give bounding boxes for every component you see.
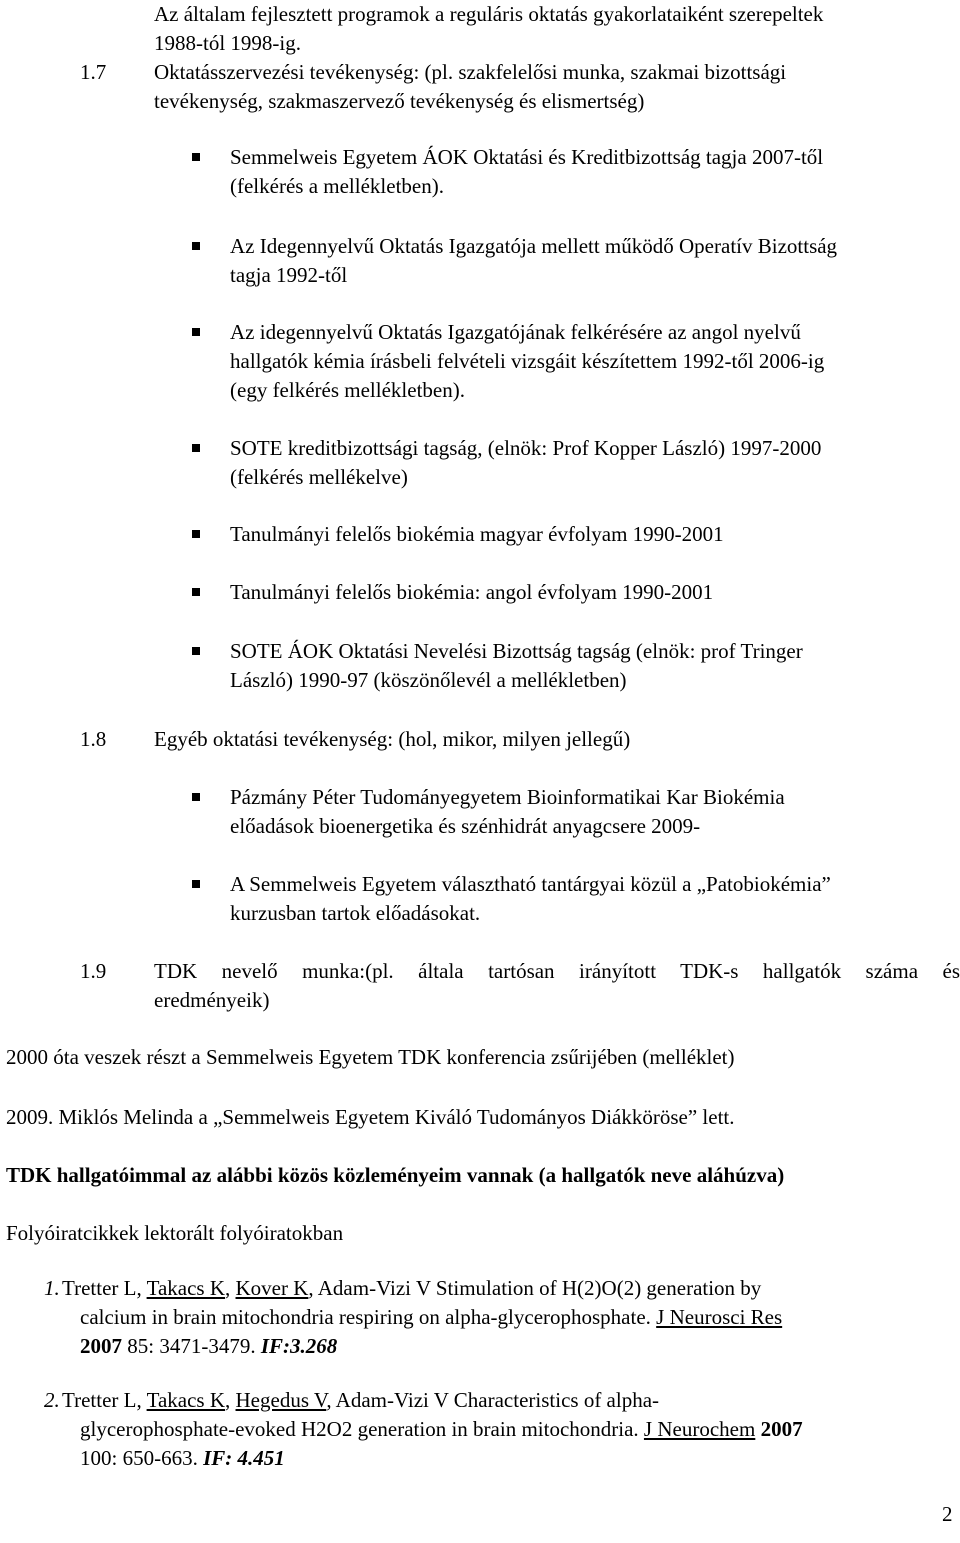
bullet-square-icon (192, 880, 200, 888)
bullet-square-icon (192, 647, 200, 655)
bullet-square-icon (192, 588, 200, 596)
list-item-line: Pázmány Péter Tudományegyetem Bioinformatikai Kar Biokémia (230, 785, 785, 809)
list-item-line: Az idegennyelvű Oktatás Igazgatójának felkérésére az angol nyelvű (230, 320, 801, 344)
reference-1-line-2 (80, 1303, 782, 1332)
section-1-7-line-1: Oktatásszervezési tevékenység: (pl. szakfelelősi munka, szakmai bizottsági (154, 60, 787, 84)
list-item-line: László) 1990-97 (köszönőlevél a mellékletben) (230, 668, 627, 692)
reference-1-title-start: , Adam-Vizi V Stimulation of H(2)O(2) generation by (308, 1276, 762, 1300)
bullet-square-icon (192, 153, 200, 161)
list-item-line: Tanulmányi felelős biokémia magyar évfolyam 1990-2001 (230, 522, 724, 546)
list-item-line: Tanulmányi felelős biokémia: angol évfolyam 1990-2001 (230, 580, 714, 604)
list-item-line: (felkérés mellékelve) (230, 465, 408, 489)
list-item-line: A Semmelweis Egyetem választható tantárgyai közül a „Patobiokémia” (230, 872, 831, 896)
publications-heading: TDK hallgatóimmal az alábbi közös közleményeim vannak (a hallgatók neve aláhúzva) (6, 1163, 785, 1187)
reference-2-author-3: Hegedus V (235, 1388, 327, 1412)
list-item-line: előadások bioenergetika és szénhidrát anyagcsere 2009- (230, 814, 701, 838)
reference-2-author-1: Tretter L, (62, 1388, 147, 1412)
list-item-line: kurzusban tartok előadásokat. (230, 901, 481, 925)
list-item-line: (felkérés a mellékletben). (230, 174, 444, 198)
section-1-7-heading (154, 58, 786, 116)
reference-2-sep: , (225, 1388, 236, 1412)
intro-paragraph (154, 0, 823, 58)
reference-2-number: 2. (44, 1388, 60, 1412)
reference-1-sep: , (225, 1276, 236, 1300)
section-1-8-number: 1.8 (80, 727, 107, 751)
reference-1-author-3: Kover K (235, 1276, 309, 1300)
reference-2-journal: J Neurochem (643, 1417, 756, 1441)
intro-line-2: 1988-tól 1998-ig. (154, 31, 301, 55)
reference-1-line-3 (80, 1332, 337, 1361)
section-1-9-line-2: eredményeik) (154, 988, 270, 1012)
reference-1-author-1: Tretter L, (62, 1276, 147, 1300)
bullet-square-icon (192, 328, 200, 336)
list-item-line: hallgatók kémia írásbeli felvételi vizsgáit készítettem 1992-től 2006-ig (230, 349, 825, 373)
bullet-square-icon (192, 242, 200, 250)
reference-2-impact-factor: IF: 4.451 (203, 1446, 285, 1470)
section-1-7-number: 1.7 (80, 60, 107, 84)
bullet-square-icon (192, 444, 200, 452)
reference-2-line-1 (62, 1386, 659, 1415)
reference-2-line-3 (80, 1444, 285, 1473)
list-item (230, 783, 785, 841)
section-1-9-heading (154, 957, 960, 1015)
list-item (230, 520, 724, 549)
section-1-9-number: 1.9 (80, 959, 107, 983)
student-award-paragraph: 2009. Miklós Melinda a „Semmelweis Egyetem Kiváló Tudományos Diákköröse” lett. (6, 1105, 735, 1129)
reference-2-year: 2007 (760, 1417, 803, 1441)
reference-2-author-2: Takacs K (146, 1388, 226, 1412)
reference-2-title-start: , Adam-Vizi V Characteristics of alpha- (326, 1388, 660, 1412)
list-item-line: SOTE kreditbizottsági tagság, (elnök: Prof Kopper László) 1997-2000 (230, 436, 822, 460)
reference-1-year: 2007 (80, 1334, 122, 1358)
reference-2-title-end: glycerophosphate-evoked H2O2 generation in brain mitochondria. (80, 1417, 644, 1441)
list-item-line: SOTE ÁOK Oktatási Nevelési Bizottság tagság (elnök: prof Tringer (230, 639, 803, 663)
list-item-line: (egy felkérés mellékletben). (230, 378, 465, 402)
page-number: 2 (942, 1502, 953, 1526)
reference-1-volume: 85: 3471-3479. (122, 1334, 261, 1358)
list-item (230, 232, 837, 290)
list-item-line: Semmelweis Egyetem ÁOK Oktatási és Kreditbizottság tagja 2007-től (230, 145, 824, 169)
reference-1-title-end: calcium in brain mitochondria respiring on alpha-glycerophosphate. (80, 1305, 657, 1329)
reference-2-volume: 100: 650-663. (80, 1446, 204, 1470)
list-item-line: Az Idegennyelvű Oktatás Igazgatója mellett működő Operatív Bizottság (230, 234, 838, 258)
bullet-square-icon (192, 793, 200, 801)
list-item (230, 637, 803, 695)
intro-line-1: Az általam fejlesztett programok a reguláris oktatás gyakorlataiként szerepeltek (154, 2, 824, 26)
list-item (230, 318, 824, 405)
reference-2-line-2 (80, 1415, 803, 1444)
section-1-9-line-1: TDK nevelő munka:(pl. általa tartósan irányított TDK-s hallgatók száma és (154, 959, 960, 983)
list-item (230, 143, 823, 201)
journals-subheading: Folyóiratcikkek lektorált folyóiratokban (6, 1221, 344, 1245)
list-item (230, 578, 713, 607)
reference-1-author-2: Takacs K (146, 1276, 226, 1300)
reference-1-journal: J Neurosci Res (656, 1305, 783, 1329)
reference-1-line-1 (62, 1274, 761, 1303)
reference-1-number: 1. (44, 1276, 60, 1300)
list-item (230, 434, 821, 492)
list-item (230, 870, 831, 928)
bullet-square-icon (192, 530, 200, 538)
tdk-jury-paragraph: 2000 óta veszek részt a Semmelweis Egyetem TDK konferencia zsűrijében (melléklet) (6, 1045, 735, 1069)
reference-1-impact-factor: IF:3.268 (260, 1334, 338, 1358)
section-1-8-heading: Egyéb oktatási tevékenység: (hol, mikor, milyen jellegű) (154, 727, 631, 751)
section-1-7-line-2: tevékenység, szakmaszervező tevékenység és elismertség) (154, 89, 645, 113)
list-item-line: tagja 1992-től (230, 263, 348, 287)
